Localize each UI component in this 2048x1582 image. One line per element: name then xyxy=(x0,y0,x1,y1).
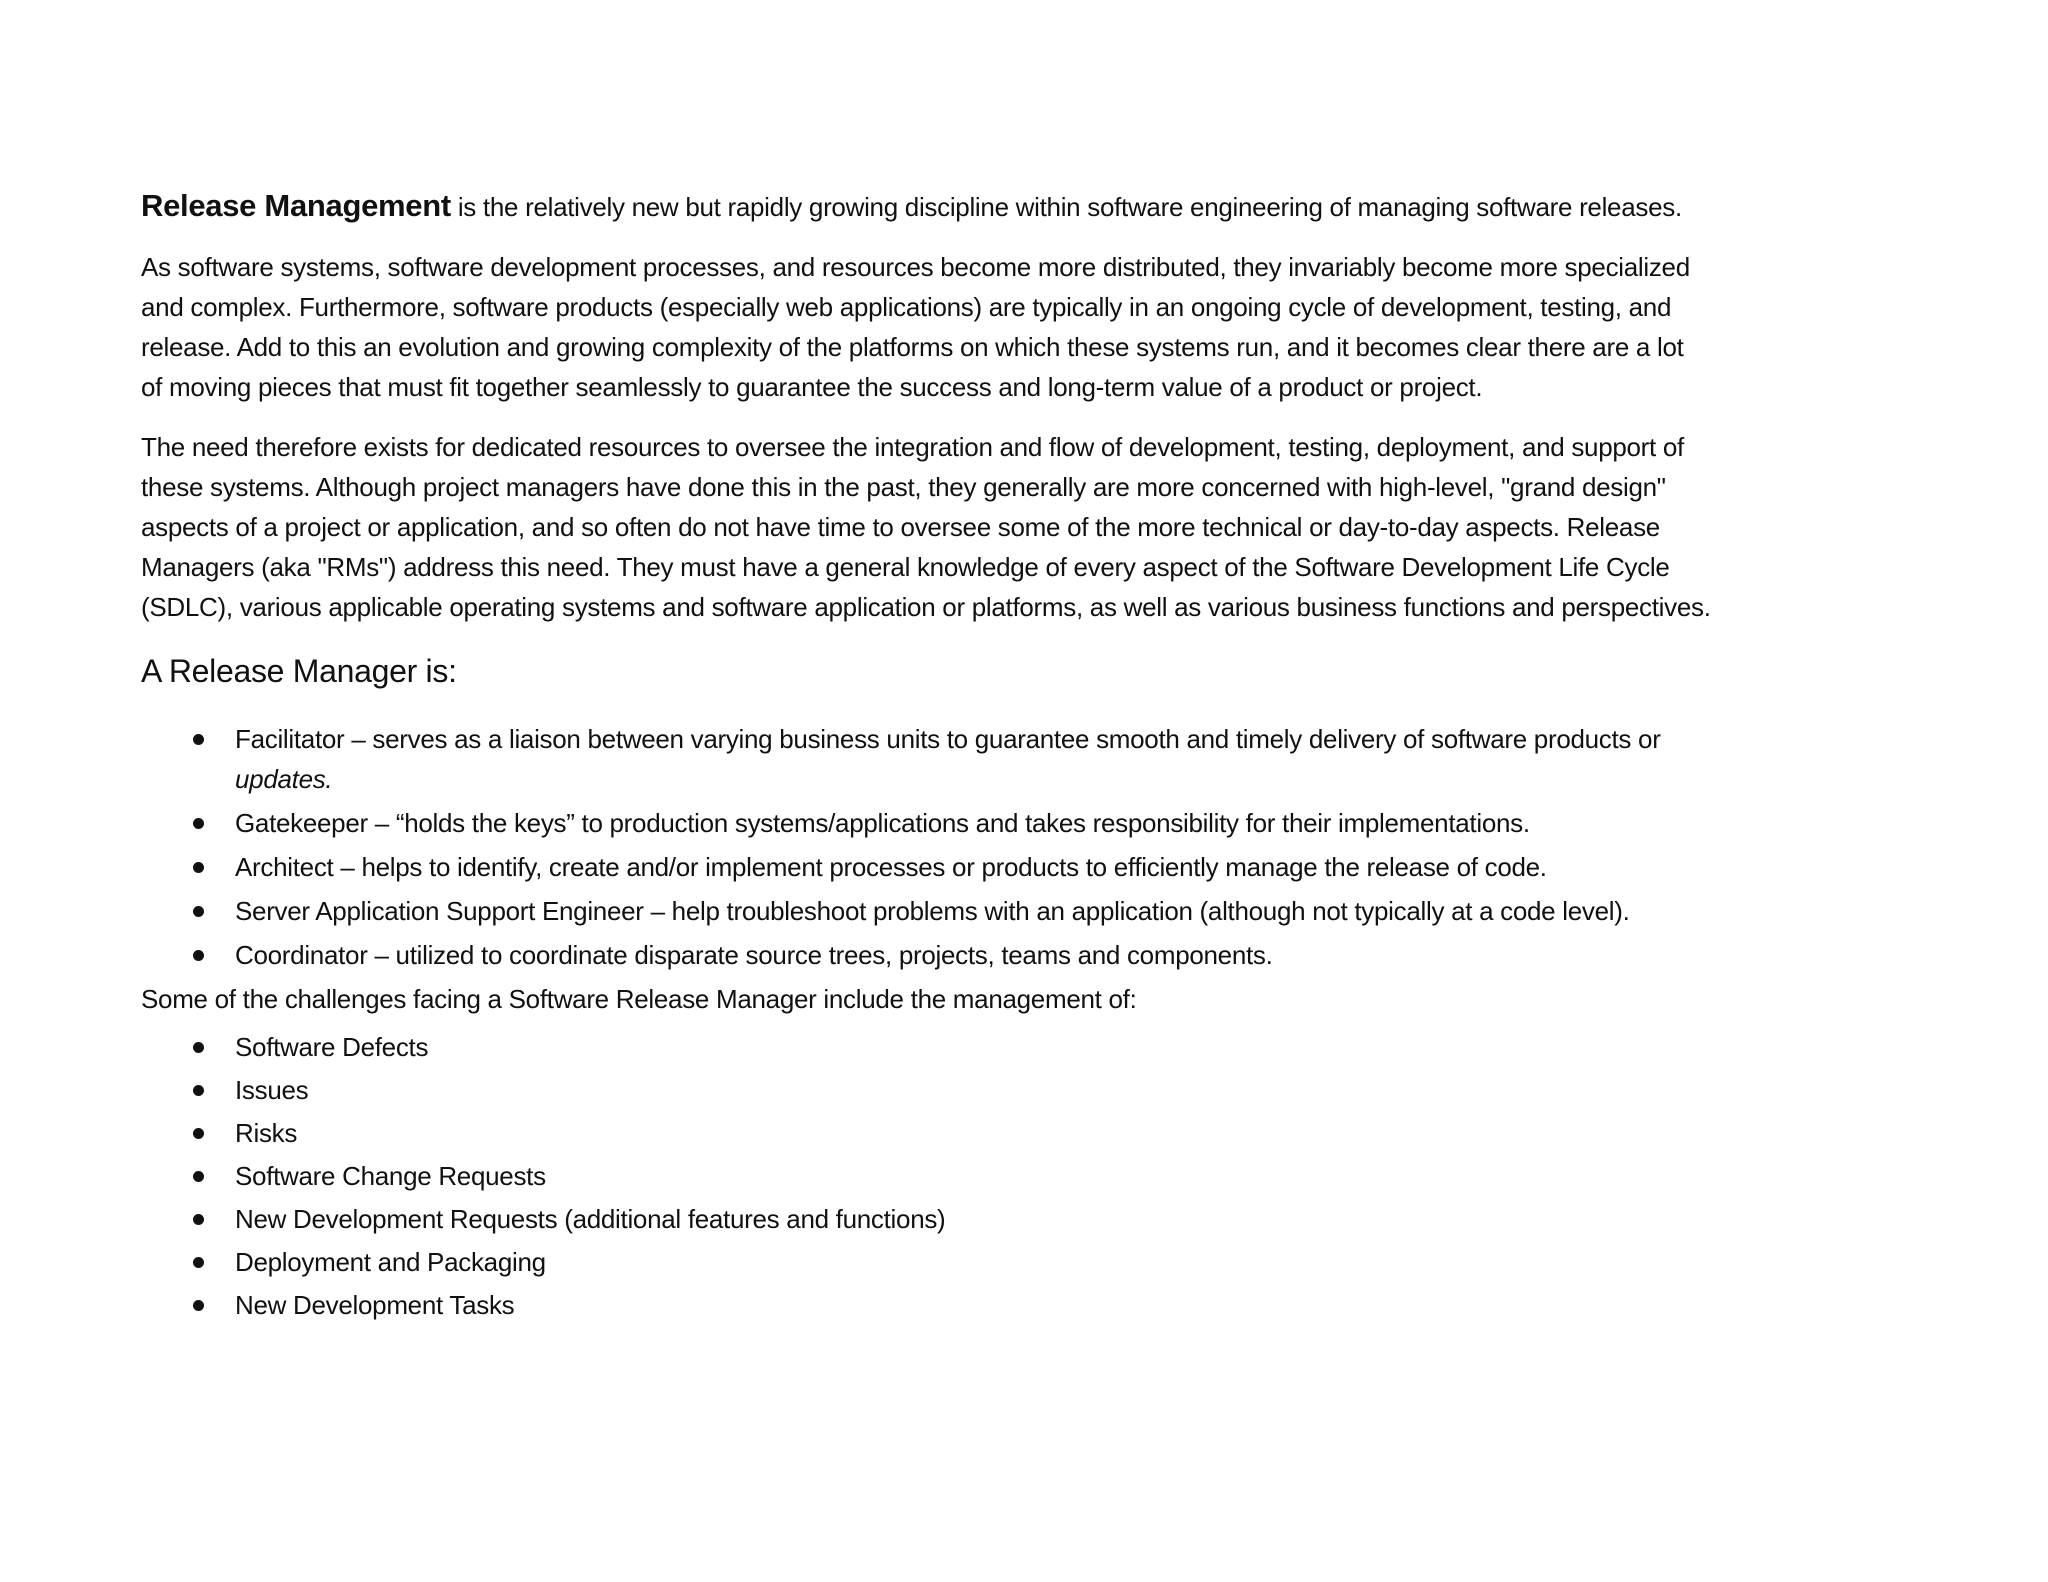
role-description: Architect – helps to identify, create and/or implement processes or products to efficiently manage the release of code. xyxy=(235,852,1547,882)
roles-list xyxy=(141,719,1941,975)
challenge-text: New Development Tasks xyxy=(235,1290,515,1320)
challenge-text: Issues xyxy=(235,1075,309,1105)
challenges-intro: Some of the challenges facing a Software Release Manager include the management of: xyxy=(141,984,1137,1014)
bullet-icon xyxy=(193,1171,204,1182)
bullet-icon xyxy=(193,734,204,745)
role-description: Gatekeeper – “holds the keys” to production systems/applications and takes responsibility for their implementations. xyxy=(235,808,1530,838)
paragraph-line: aspects of a project or application, and so often do not have time to oversee some of the more technical or day-to-day aspects. Release xyxy=(141,512,1660,542)
list-item xyxy=(141,1285,1941,1325)
challenge-text: Risks xyxy=(235,1118,298,1148)
paragraph-dedicated-resources xyxy=(141,427,1941,627)
challenge-text: Software Defects xyxy=(235,1032,429,1062)
bullet-icon xyxy=(193,1128,204,1139)
role-description: Facilitator – serves as a liaison between varying business units to guarantee smooth and timely delivery of software products or xyxy=(235,724,1661,754)
challenge-text: Deployment and Packaging xyxy=(235,1247,546,1277)
challenge-text: Software Change Requests xyxy=(235,1161,546,1191)
bullet-icon xyxy=(193,818,204,829)
role-description-continued: updates. xyxy=(235,764,333,794)
paragraph-line: and complex. Furthermore, software products (especially web applications) are typically in an ongoing cycle of development, testing, and xyxy=(141,292,1672,322)
intro-paragraph xyxy=(141,186,1941,227)
list-item xyxy=(141,1070,1941,1110)
challenge-text: New Development Requests (additional features and functions) xyxy=(235,1204,946,1234)
bullet-icon xyxy=(193,1257,204,1268)
role-description: Coordinator – utilized to coordinate disparate source trees, projects, teams and components. xyxy=(235,940,1273,970)
paragraph-line: (SDLC), various applicable operating systems and software application or platforms, as well as various business functions and perspectives. xyxy=(141,592,1711,622)
bullet-icon xyxy=(193,1300,204,1311)
list-item xyxy=(141,935,1941,975)
paragraph-distributed-systems xyxy=(141,247,1941,407)
paragraph-line: Managers (aka "RMs") address this need. They must have a general knowledge of every aspect of the Software Development Life Cycle xyxy=(141,552,1670,582)
bullet-icon xyxy=(193,1085,204,1096)
list-item xyxy=(141,847,1941,887)
intro-term: Release Management xyxy=(141,188,451,223)
list-item xyxy=(141,891,1941,931)
document-page xyxy=(141,186,1941,1328)
role-description: Server Application Support Engineer – help troubleshoot problems with an application (although not typically at a code level). xyxy=(235,896,1630,926)
role-text xyxy=(235,724,1941,799)
list-item xyxy=(141,1199,1941,1239)
bullet-icon xyxy=(193,950,204,961)
paragraph-line: The need therefore exists for dedicated resources to oversee the integration and flow of development, testing, deployment, and support of xyxy=(141,432,1684,462)
paragraph-line: release. Add to this an evolution and growing complexity of the platforms on which these systems run, and it becomes clear there are a lot xyxy=(141,332,1684,362)
paragraph-line: As software systems, software development processes, and resources become more distributed, they invariably become more specialized xyxy=(141,252,1690,282)
list-item xyxy=(141,1027,1941,1067)
paragraph-line: of moving pieces that must fit together seamlessly to guarantee the success and long-term value of a product or project. xyxy=(141,372,1483,402)
challenges-list xyxy=(141,1027,1941,1325)
bullet-icon xyxy=(193,862,204,873)
bullet-icon xyxy=(193,1214,204,1225)
bullet-icon xyxy=(193,1042,204,1053)
bullet-icon xyxy=(193,906,204,917)
intro-text: is the relatively new but rapidly growing discipline within software engineering of managing software releases. xyxy=(450,192,1682,222)
list-item xyxy=(141,1113,1941,1153)
list-item xyxy=(141,719,1941,799)
list-item xyxy=(141,1156,1941,1196)
section-heading: A Release Manager is: xyxy=(141,653,457,689)
list-item xyxy=(141,803,1941,843)
list-item xyxy=(141,1242,1941,1282)
paragraph-line: these systems. Although project managers have done this in the past, they generally are more concerned with high-level, "grand design" xyxy=(141,472,1666,502)
